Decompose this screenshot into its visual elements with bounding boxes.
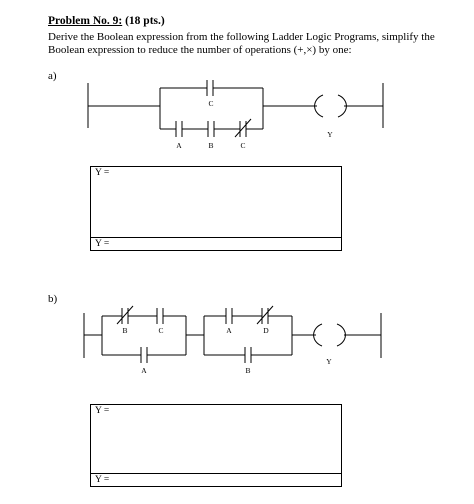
label-a-coil: Y xyxy=(327,130,333,139)
label-b-coil: Y xyxy=(326,357,332,366)
contact-c-nc-a xyxy=(235,119,251,137)
label-b-c1: C xyxy=(158,326,164,335)
label-b-d2: D xyxy=(263,326,269,335)
contact-d-nc-b2 xyxy=(257,306,273,324)
problem-points: (18 pts.) xyxy=(125,15,165,27)
contact-c-b1 xyxy=(157,308,163,324)
contact-a-b2 xyxy=(226,308,232,324)
contact-b-b2 xyxy=(245,347,251,363)
contact-b-a xyxy=(208,121,214,137)
problem-number: Problem No. 9: xyxy=(48,15,123,27)
label-b-b2: B xyxy=(245,366,251,375)
label-b-a1: A xyxy=(141,366,147,375)
answer-b-bottom-label: Y = xyxy=(91,473,341,486)
answer-box-a[interactable] xyxy=(90,166,342,251)
coil-a xyxy=(315,95,347,117)
ladder-a xyxy=(88,80,383,137)
problem-description: Derive the Boolean expression from the following Ladder Logic Programs, simplify the Boolean expression to reduce the number of operations (+,×) by one: xyxy=(48,31,435,56)
contact-c-top-a xyxy=(207,80,213,96)
answer-a-bottom-label: Y = xyxy=(91,237,341,250)
answer-a-top-label: Y = xyxy=(95,168,110,178)
part-a-label: a) xyxy=(48,70,57,82)
contact-a-a xyxy=(176,121,182,137)
coil-b xyxy=(314,324,346,346)
part-b-label: b) xyxy=(48,293,58,305)
answer-box-b[interactable] xyxy=(90,404,342,487)
label-b-b1: B xyxy=(122,326,128,335)
answer-b-top-label: Y = xyxy=(95,406,110,416)
label-b-a2: A xyxy=(226,326,232,335)
label-a-c-bottom: C xyxy=(240,141,246,150)
contact-a-b1 xyxy=(141,347,147,363)
contact-b-nc-b1 xyxy=(117,306,133,324)
label-a-a: A xyxy=(176,141,182,150)
label-a-c-top: C xyxy=(208,99,214,108)
ladder-b xyxy=(84,306,381,363)
label-a-b: B xyxy=(208,141,214,150)
